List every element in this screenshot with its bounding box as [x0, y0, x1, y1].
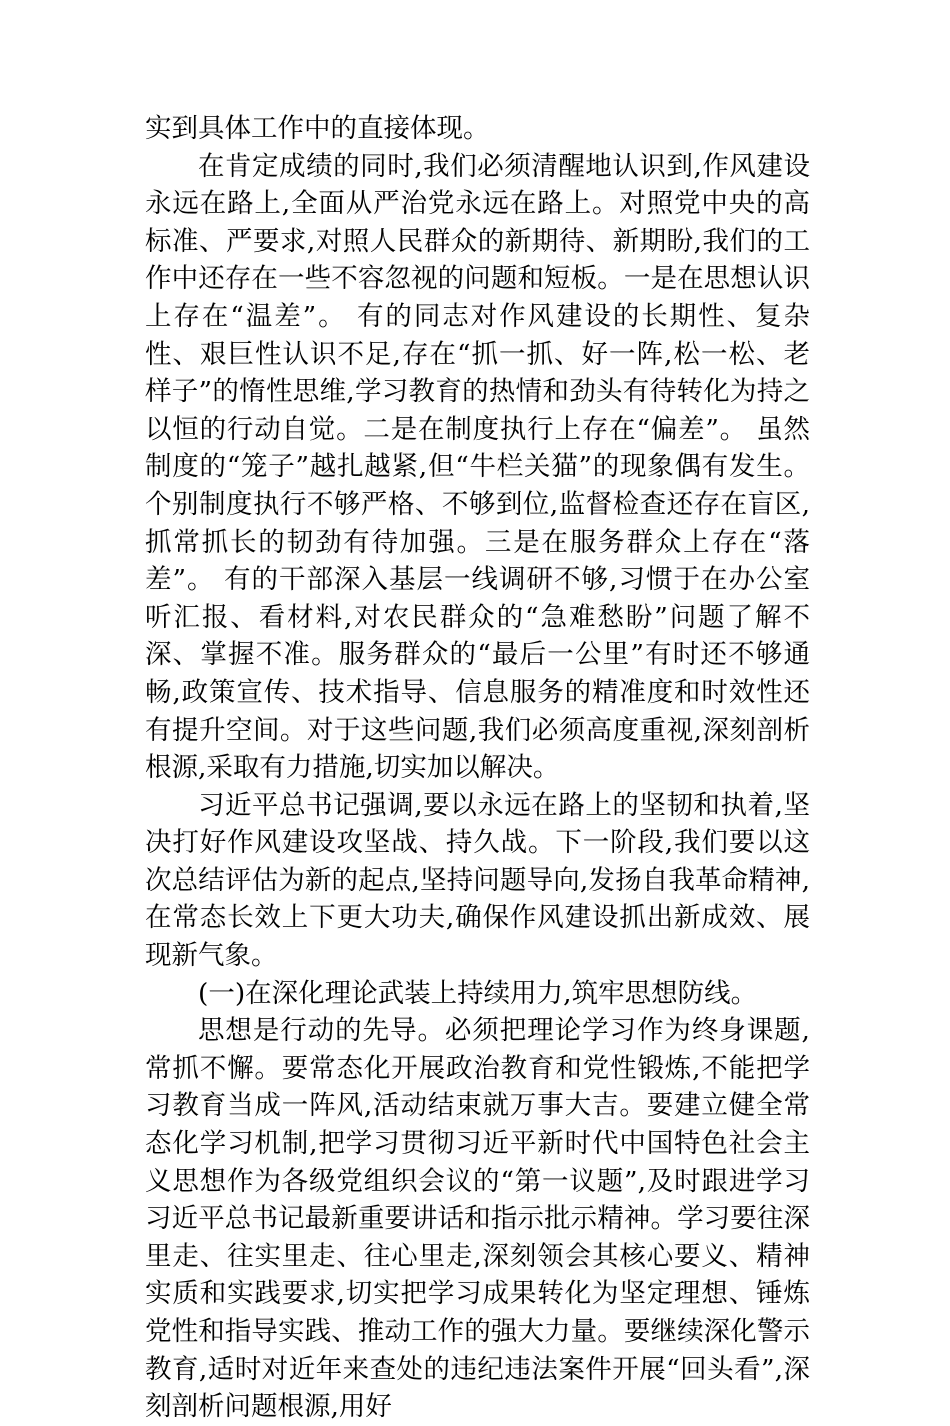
document-body: [145, 110, 810, 1426]
paragraph-continuation: 实到具体工作中的直接体现。: [145, 113, 490, 144]
paragraph-theory-study: 思想是行动的先导。必须把理论学习作为终身课题,常抓不懈。要常态化开展政治教育和党性锻炼,不能把学习教育当成一阵风,活动结束就万事大吉。要建立健全常态化学习机制,把学习贯彻习近平新时代中国特色社会主义思想作为各级党组织会议的“第一议题”,及时跟进学习习近平总书记最新重要讲话和指示批示精神。学习要往深里走、往实里走、往心里走,深刻领会其核心要义、精神实质和实践要求,切实把学习成果转化为坚定理想、锤炼党性和指导实践、推动工作的强大力量。要继续深化警示教育,适时对近年来查处的违纪违法案件开展“回头看”,深刻剖析问题根源,用好: [145, 1015, 810, 1423]
section-heading-one: (一)在深化理论武装上持续用力,筑牢思想防线。: [198, 977, 758, 1009]
paragraph-problems: 在肯定成绩的同时,我们必须清醒地认识到,作风建设永远在路上,全面从严治党永远在路上。对照党中央的高标准、严要求,对照人民群众的新期待、新期盼,我们的工作中还存在一些不容忽视的问题和短板。一是在思想认识上存在“温差”。 有的同志对作风建设的长期性、复杂性、艰巨性认识不足,存在“抓一抓、好一阵,松一松、老样子”的惰性思维,学习教育的热情和劲头有待转化为持之以恒的行动自觉。二是在制度执行上存在“偏差”。 虽然制度的“笼子”越扎越紧,但“牛栏关猫”的现象偶有发生。个别制度执行不够严格、不够到位,监督检查还存在盲区,抓常抓长的韧劲有待加强。三是在服务群众上存在“落差”。 有的干部深入基层一线调研不够,习惯于在办公室听汇报、看材料,对农民群众的“急难愁盼”问题了解不深、掌握不准。服务群众的“最后一公里”有时还不够通畅,政策宣传、技术指导、信息服务的精准度和时效性还有提升空间。对于这些问题,我们必须高度重视,深刻剖析根源,采取有力措施,切实加以解决。: [145, 150, 810, 784]
paragraph-next-steps: 习近平总书记强调,要以永远在路上的坚韧和执着,坚决打好作风建设攻坚战、持久战。下一阶段,我们要以这次总结评估为新的起点,坚持问题导向,发扬自我革命精神,在常态长效上下更大功夫,确保作风建设抓出新成效、展现新气象。: [145, 789, 810, 972]
